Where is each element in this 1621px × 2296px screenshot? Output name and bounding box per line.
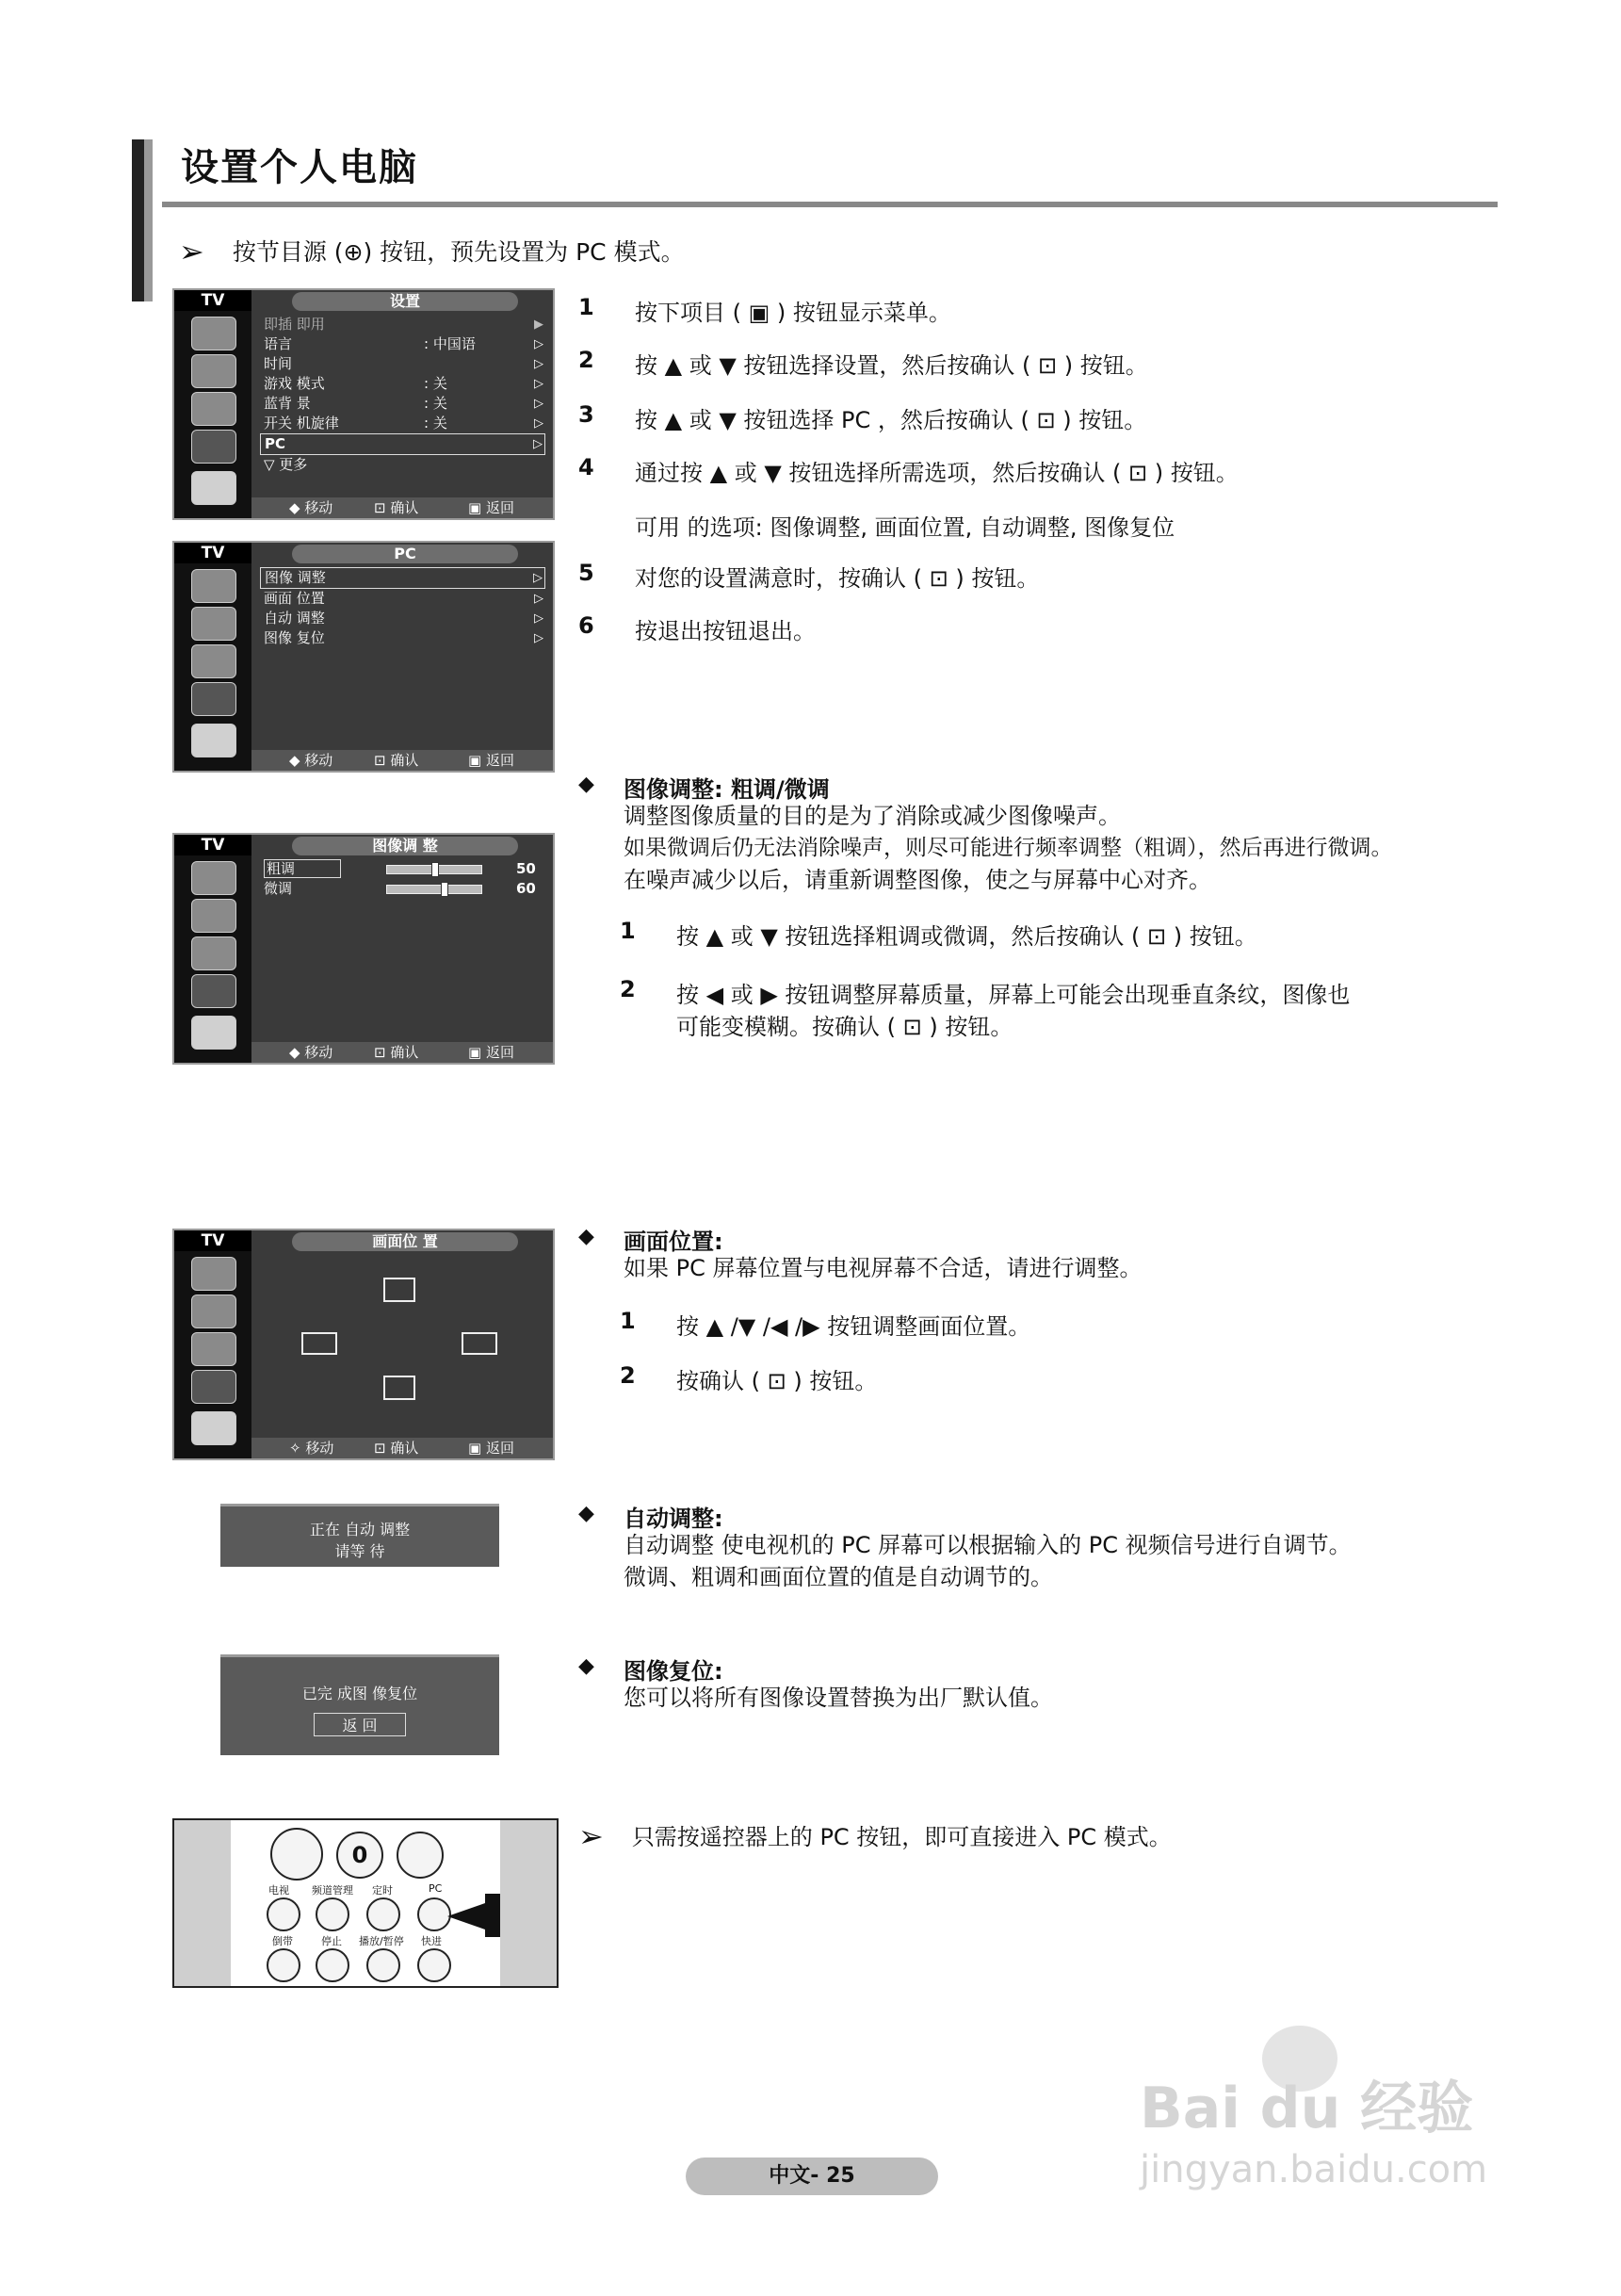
antenna-icon: [191, 317, 236, 350]
title-divider: [162, 202, 1498, 207]
osd-header: 画面位 置: [292, 1232, 518, 1251]
osd-item-label: 开关 机旋律: [264, 415, 339, 432]
section-text: 自动调整 使电视机的 PC 屏幕可以根据输入的 PC 视频信号进行自调节。: [624, 1532, 1352, 1558]
remote-label: 定时: [372, 1884, 393, 1897]
pointer-arrow-tail: [485, 1894, 500, 1937]
right-triangle-icon: ▷: [534, 377, 543, 391]
sound-icon: [191, 644, 236, 678]
remote-tv-button: [267, 1897, 300, 1931]
remote-edge: [174, 1820, 231, 1986]
remote-label: 电视: [268, 1884, 289, 1897]
osd-item-label: 图像 调整: [265, 569, 326, 586]
remote-label: PC: [429, 1882, 443, 1895]
osd-item-label: ▽ 更多: [264, 456, 308, 473]
setup-gear-icon: [191, 471, 236, 505]
step-text: 按 ◀ 或 ▶ 按钮调整屏幕质量，屏幕上可能会出现垂直条纹，图像也: [676, 982, 1351, 1008]
step-number: 1: [578, 294, 594, 320]
remote-ff-button: [417, 1948, 451, 1982]
remote-zero-button: 0: [336, 1832, 383, 1879]
right-triangle-icon: ▷: [533, 571, 543, 585]
osd-slider-list: [264, 859, 545, 899]
return-hint: ▣ 返回: [468, 1440, 514, 1457]
osd-header: 图像调 整: [292, 837, 518, 855]
step-number: 2: [620, 1362, 636, 1389]
right-triangle-icon: ▷: [534, 357, 543, 371]
osd-menu-item[interactable]: [264, 374, 545, 394]
osd-item-label: 语言: [264, 335, 293, 352]
section-text: 您可以将所有图像设置替换为出厂默认值。: [624, 1685, 1053, 1711]
osd-footer: [251, 497, 553, 518]
confirm-hint: ⊡ 确认: [374, 1044, 419, 1061]
osd-menu-item-selected[interactable]: [260, 433, 545, 455]
move-hint: ◆ 移动: [289, 1044, 333, 1061]
section-title: 图像调整: 粗调/微调: [624, 776, 830, 803]
setup-gear-icon: [191, 724, 236, 757]
section-title: 图像复位:: [624, 1658, 723, 1685]
osd-header: 设置: [292, 292, 518, 311]
coarse-label: 粗调: [264, 859, 341, 878]
move-hint: ◆ 移动: [289, 752, 333, 769]
step-text: 按退出按钮退出。: [635, 618, 816, 644]
move-hint: ◆ 移动: [289, 499, 333, 516]
setup-gear-icon: [191, 1016, 236, 1050]
coarse-slider-knob[interactable]: [431, 862, 439, 877]
osd-header: PC: [292, 545, 518, 563]
popup-line: 正在 自动 调整: [309, 1521, 411, 1539]
osd-footer: [251, 750, 553, 771]
step-number: 1: [620, 1308, 636, 1334]
step-number: 6: [578, 612, 594, 639]
osd-item-value: : 中国语: [424, 335, 476, 352]
intro-note: [179, 234, 685, 269]
page-number: 中文- 25: [686, 2158, 938, 2195]
step-options-text: 可用 的选项: 图像调整, 画面位置, 自动调整, 图像复位: [635, 514, 1175, 541]
step-text: 可能变模糊。按确认 ( ⊡ ) 按钮。: [676, 1014, 1013, 1040]
osd-menu-item-selected[interactable]: [260, 567, 545, 589]
osd-item-value: : 关: [424, 415, 447, 432]
antenna-icon: [191, 1257, 236, 1291]
right-triangle-icon: ▷: [534, 592, 543, 606]
remote-label: 快进: [421, 1935, 442, 1947]
diamond-bullet-icon: ◆: [578, 1225, 594, 1248]
channel-icon: [191, 682, 236, 716]
section-text: 微调、粗调和画面位置的值是自动调节的。: [624, 1564, 1053, 1590]
step-text: 按 ▲ /▼ /◀ /▶ 按钮调整画面位置。: [676, 1313, 1031, 1340]
picture-icon: [191, 899, 236, 933]
step-text: 通过按 ▲ 或 ▼ 按钮选择所需选项，然后按确认 ( ⊡ ) 按钮。: [635, 460, 1239, 486]
osd-tv-label: TV: [174, 290, 251, 311]
fine-slider-knob[interactable]: [441, 882, 448, 897]
remote-channel-mgr-button: [316, 1897, 349, 1931]
step-number: 3: [578, 401, 594, 428]
position-left-icon[interactable]: [301, 1332, 337, 1355]
channel-icon: [191, 430, 236, 464]
diamond-bullet-icon: ◆: [578, 1654, 594, 1678]
fine-row[interactable]: [264, 879, 545, 899]
step-number: 1: [620, 918, 636, 944]
osd-menu-list: [264, 315, 545, 475]
antenna-icon: [191, 569, 236, 603]
step-text: 按下项目 ( ▣ ) 按钮显示菜单。: [635, 300, 951, 326]
osd-menu-item[interactable]: [264, 315, 545, 334]
step-text: 按 ▲ 或 ▼ 按钮选择设置，然后按确认 ( ⊡ ) 按钮。: [635, 352, 1148, 379]
osd-menu-item[interactable]: [264, 334, 545, 354]
osd-menu-item[interactable]: [264, 455, 545, 475]
osd-menu-item[interactable]: [264, 394, 545, 414]
section-text: 如果 PC 屏幕位置与电视屏幕不合适，请进行调整。: [624, 1255, 1143, 1281]
remote-control-image: [172, 1818, 559, 1988]
confirm-hint: ⊡ 确认: [374, 1440, 419, 1457]
osd-item-label: 即插 即用: [264, 316, 325, 333]
section-title: 画面位置:: [624, 1229, 723, 1255]
osd-tv-label: TV: [174, 1230, 251, 1251]
sound-icon: [191, 392, 236, 426]
coarse-value: 50: [516, 860, 536, 877]
right-triangle-icon: ▷: [534, 416, 543, 431]
osd-footer: [251, 1042, 553, 1063]
osd-sidebar: [174, 290, 251, 518]
osd-pc-menu: [172, 541, 555, 773]
return-hint: ▣ 返回: [468, 752, 514, 769]
popup-line: 请等 待: [334, 1542, 385, 1560]
osd-menu-item[interactable]: [264, 414, 545, 433]
osd-item-label: 时间: [264, 355, 293, 372]
remote-play-pause-button: [366, 1948, 400, 1982]
reset-popup: [220, 1654, 499, 1755]
osd-item-value: : 关: [424, 375, 447, 392]
right-triangle-icon: ▷: [534, 611, 543, 626]
arrow-icon: ➢: [578, 1818, 604, 1854]
page-title: 设置个人电脑: [181, 146, 418, 189]
move-hint: ✧ 移动: [289, 1440, 334, 1457]
position-right-icon[interactable]: [462, 1332, 497, 1355]
fine-slider[interactable]: [386, 885, 482, 894]
pointer-arrow-icon: [447, 1903, 485, 1930]
title-accent-bar: [132, 139, 153, 301]
position-down-icon[interactable]: [383, 1376, 415, 1400]
right-triangle-icon: ▶: [534, 318, 543, 332]
watermark-url: jingyan.baidu.com: [1140, 2148, 1488, 2191]
remote-edge: [500, 1820, 557, 1986]
picture-icon: [191, 354, 236, 388]
step-number: 2: [578, 347, 594, 373]
step-text: 按 ▲ 或 ▼ 按钮选择 PC ，然后按确认 ( ⊡ ) 按钮。: [635, 407, 1147, 433]
fine-value: 60: [516, 880, 536, 897]
remote-prev-channel-button: [397, 1832, 444, 1879]
osd-screen-position: [172, 1229, 555, 1460]
remote-label: 停止: [321, 1935, 342, 1947]
remote-label: 频道管理: [312, 1884, 353, 1897]
section-text: 如果微调后仍无法消除噪声，则尽可能进行频率调整（粗调），然后再进行微调。: [624, 836, 1393, 860]
step-text: 对您的设置满意时，按确认 ( ⊡ ) 按钮。: [635, 565, 1040, 592]
right-triangle-icon: ▷: [534, 397, 543, 411]
osd-tv-label: TV: [174, 835, 251, 855]
osd-item-label: 图像 复位: [264, 629, 325, 646]
setup-gear-icon: [191, 1411, 236, 1445]
step-text: 按 ▲ 或 ▼ 按钮选择粗调或微调，然后按确认 ( ⊡ ) 按钮。: [676, 923, 1257, 950]
diamond-bullet-icon: ◆: [578, 773, 594, 796]
fine-label: 微调: [264, 880, 293, 897]
remote-rewind-button: [267, 1948, 300, 1982]
step-number: 4: [578, 454, 594, 480]
osd-menu-list: [264, 567, 545, 648]
osd-menu-item[interactable]: [264, 354, 545, 374]
auto-adjust-popup: [220, 1504, 499, 1567]
osd-item-label: 游戏 模式: [264, 375, 325, 392]
osd-menu-item[interactable]: [264, 609, 545, 628]
remote-button: [270, 1828, 323, 1881]
osd-setup-menu: [172, 288, 555, 520]
confirm-hint: ⊡ 确认: [374, 752, 419, 769]
right-triangle-icon: ▷: [533, 437, 543, 451]
osd-sidebar: [174, 543, 251, 771]
osd-sidebar: [174, 1230, 251, 1458]
remote-label: 倒带: [272, 1935, 293, 1947]
arrow-icon: ➢: [179, 234, 204, 269]
watermark-logo: Bai du 经验: [1140, 2076, 1474, 2141]
coarse-slider[interactable]: [386, 865, 482, 874]
remote-label: 播放/暂停: [359, 1935, 404, 1947]
osd-item-label: 蓝背 景: [264, 395, 311, 412]
osd-sidebar: [174, 835, 251, 1063]
section-text: 在噪声减少以后，请重新调整图像，使之与屏幕中心对齐。: [624, 867, 1211, 893]
osd-menu-item[interactable]: [264, 589, 545, 609]
osd-image-adjust: [172, 833, 555, 1065]
remote-timer-button: [366, 1897, 400, 1931]
osd-item-label: 画面 位置: [264, 590, 325, 607]
section-title: 自动调整:: [624, 1506, 723, 1532]
channel-icon: [191, 974, 236, 1008]
right-triangle-icon: ▷: [534, 337, 543, 351]
sound-icon: [191, 936, 236, 970]
step-text: 按确认 ( ⊡ ) 按钮。: [676, 1368, 878, 1394]
confirm-hint: ⊡ 确认: [374, 499, 419, 516]
osd-item-label: 自动 调整: [264, 610, 325, 627]
intro-note-text: 按节目源 (⊕) 按钮，预先设置为 PC 模式。: [232, 238, 685, 266]
picture-icon: [191, 1295, 236, 1328]
step-number: 2: [620, 976, 636, 1002]
diamond-bullet-icon: ◆: [578, 1502, 594, 1525]
popup-line: 已完 成图 像复位: [301, 1685, 418, 1702]
section-text: 调整图像质量的目的是为了消除或减少图像噪声。: [624, 803, 1121, 829]
sound-icon: [191, 1332, 236, 1366]
osd-menu-item[interactable]: [264, 628, 545, 648]
remote-pc-button: [417, 1897, 451, 1931]
return-hint: ▣ 返回: [468, 1044, 514, 1061]
position-up-icon[interactable]: [383, 1278, 415, 1302]
osd-item-value: : 关: [424, 395, 447, 412]
picture-icon: [191, 607, 236, 641]
remote-note-text: 只需按遥控器上的 PC 按钮，即可直接进入 PC 模式。: [631, 1824, 1172, 1850]
remote-stop-button: [316, 1948, 349, 1982]
coarse-row[interactable]: [264, 859, 545, 879]
right-triangle-icon: ▷: [534, 631, 543, 645]
osd-item-label: PC: [265, 435, 286, 452]
osd-footer: [251, 1438, 553, 1458]
antenna-icon: [191, 861, 236, 895]
return-button[interactable]: 返 回: [314, 1713, 406, 1736]
step-number: 5: [578, 560, 594, 586]
channel-icon: [191, 1370, 236, 1404]
remote-note: [578, 1818, 1172, 1854]
osd-tv-label: TV: [174, 543, 251, 563]
return-hint: ▣ 返回: [468, 499, 514, 516]
